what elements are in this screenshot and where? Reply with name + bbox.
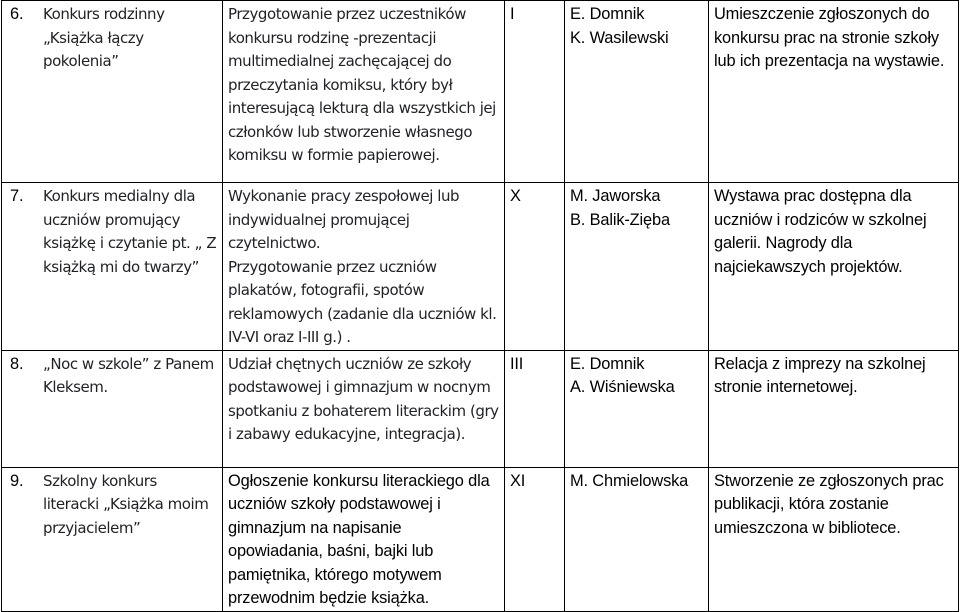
activity-title: Konkurs rodzinny „Książka łączy pokolenia” xyxy=(43,5,165,70)
responsible-person: B. Balik-Zięba xyxy=(570,210,670,229)
activity-description-cell xyxy=(223,1,505,183)
activity-title-cell xyxy=(2,183,223,351)
responsible-person: M. Jaworska xyxy=(570,187,661,205)
responsible-cell xyxy=(565,1,709,183)
table-row xyxy=(2,183,959,351)
responsible-cell xyxy=(565,350,709,467)
month-cell xyxy=(505,467,565,611)
activity-description: Ogłoszenie konkursu literackiego dla uczniów szkoły podstawowej i gimnazjum na napisanie opowiadania, baśni, bajki lub pamiętnika, którego motywem przewodnim będzie książka. xyxy=(228,471,490,607)
activity-title-cell xyxy=(2,1,223,183)
activity-title: Konkurs medialny dla uczniów promujący książkę i czytanie pt. „ Z książką mi do twarzy” xyxy=(43,187,217,276)
evaluation-cell xyxy=(709,183,959,351)
evaluation-cell xyxy=(709,1,959,183)
responsible-person: M. Chmielowska xyxy=(570,471,689,490)
responsible-cell xyxy=(565,183,709,351)
evaluation-cell xyxy=(709,467,959,611)
evaluation-cell xyxy=(709,350,959,467)
activity-description: Przygotowanie przez uczestników konkursu rodzinę -prezentacji multimedialnej zachęcającej do przeczytania komiksu, który był interesującą lekturą dla wszystkich jej członków lub stworzenie własnego komiksu w formie papierowej. xyxy=(228,5,496,164)
activity-month: III xyxy=(510,354,524,373)
row-number: 9. xyxy=(10,471,24,490)
activity-title: Szkolny konkurs literacki „Książka moim przyjacielem” xyxy=(43,471,209,537)
responsible-person: E. Domnik xyxy=(570,354,645,373)
activity-description-part: Wykonanie pracy zespołowej lub indywidualnej promującej czytelnictwo. xyxy=(228,187,460,252)
row-number: 7. xyxy=(10,187,24,205)
table-row xyxy=(2,350,959,467)
table-row xyxy=(2,467,959,611)
activity-title-cell xyxy=(2,350,223,467)
table-row xyxy=(2,1,959,183)
activity-month: X xyxy=(510,187,521,205)
activity-plan-table xyxy=(1,0,959,612)
month-cell xyxy=(505,183,565,351)
activity-title: „Noc w szkole” z Panem Kleksem. xyxy=(43,354,214,396)
activity-evaluation: Relacja z imprezy na szkolnej stronie internetowej. xyxy=(714,354,926,396)
activity-description: Udział chętnych uczniów ze szkoły podstawowej i gimnazjum w nocnym spotkaniu z bohaterem literackim (gry i zabawy edukacyjne, integracja). xyxy=(228,354,499,443)
activity-title-cell xyxy=(2,467,223,611)
responsible-person: E. Domnik xyxy=(570,5,645,23)
activity-description-cell xyxy=(223,350,505,467)
month-cell xyxy=(505,1,565,183)
row-number: 8. xyxy=(10,354,24,373)
responsible-person: A. Wiśniewska xyxy=(570,378,675,396)
activity-description-cell xyxy=(223,467,505,611)
activity-evaluation: Wystawa prac dostępna dla uczniów i rodziców w szkolnej galerii. Nagrody dla najciekawszych projektów. xyxy=(714,187,927,276)
month-cell xyxy=(505,350,565,467)
activity-description-cell xyxy=(223,183,505,351)
activity-description-part: Przygotowanie przez uczniów plakatów, fotografii, spotów reklamowych (zadanie dla uczniów kl. IV-VI oraz I-III g.) . xyxy=(228,257,497,346)
row-number: 6. xyxy=(10,5,24,23)
responsible-cell xyxy=(565,467,709,611)
activity-evaluation: Umieszczenie zgłoszonych do konkursu prac na stronie szkoły lub ich prezentacja na wystawie. xyxy=(714,5,945,70)
activity-month: XI xyxy=(510,471,526,490)
activity-month: I xyxy=(510,5,515,23)
responsible-person: K. Wasilewski xyxy=(570,28,669,47)
activity-evaluation: Stworzenie ze zgłoszonych prac publikacji, która zostanie umieszczona w bibliotece. xyxy=(714,471,944,537)
